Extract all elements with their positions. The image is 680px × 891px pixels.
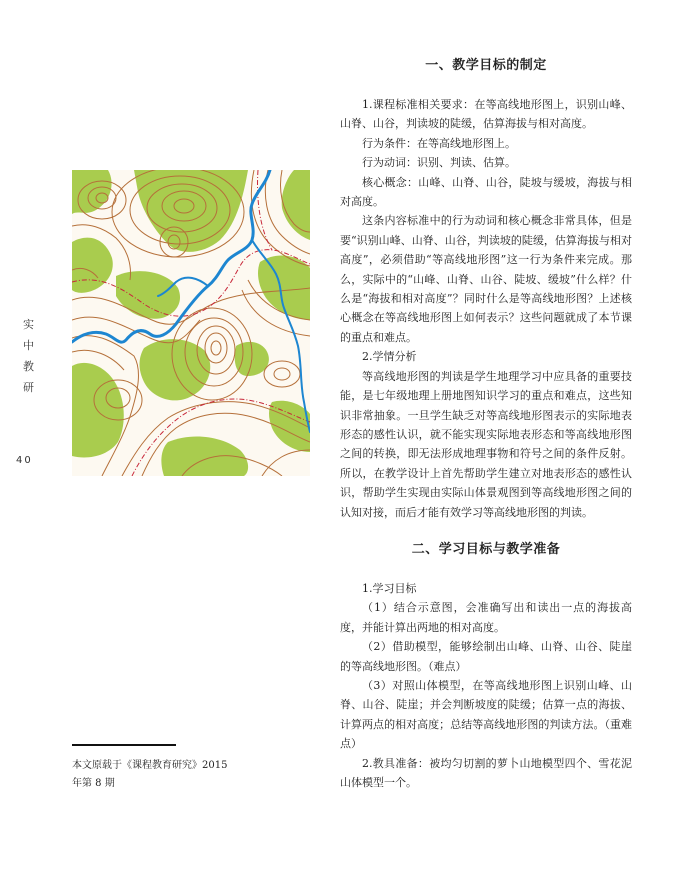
page-number: 40 xyxy=(16,455,33,466)
paragraph: 行为动词：识别、判读、估算。 xyxy=(362,156,516,170)
side-label-char: 教 xyxy=(23,360,35,373)
paragraph: 1.课程标准相关要求：在等高线地形图上，识别山峰、山脊、山谷，判读坡的陡缓，估算海拔与相对高度。 xyxy=(340,98,632,131)
article-column xyxy=(340,54,632,792)
topographic-map-illustration xyxy=(72,170,310,476)
footnote-line: 年第 8 期 xyxy=(72,778,115,789)
paragraph: （2）借助模型，能够绘制出山峰、山脊、山谷、陡崖的等高线地形图。（难点） xyxy=(340,640,632,673)
subheading: 2.学情分析 xyxy=(362,350,417,364)
subheading: 1.学习目标 xyxy=(362,581,417,595)
paragraph: 核心概念：山峰、山脊、山谷，陡坡与缓坡，海拔与相对高度。 xyxy=(340,175,632,209)
side-label-char: 实 xyxy=(23,318,35,331)
paragraph: （3）对照山体模型，在等高线地形图上识别山峰、山脊、山谷、陡崖；并会判断坡度的陡缓；估算一点的海拔、计算两点的相对高度；总结等高线地形图的判读方法。（重难点） xyxy=(340,678,632,751)
footnote-line: 本文原载于《课程教育研究》2015 xyxy=(72,760,228,771)
footnote-divider xyxy=(72,744,176,746)
paragraph: （1）结合示意图，会准确写出和读出一点的海拔高度，并能计算出两地的相对高度。 xyxy=(340,601,632,634)
side-label-char: 研 xyxy=(23,381,35,394)
side-label xyxy=(22,314,36,398)
side-label-char: 中 xyxy=(23,339,35,352)
section-heading-2: 二、学习目标与教学准备 xyxy=(411,541,561,557)
paragraph: 2.教具准备：被均匀切割的萝卜山地模型四个、雪花泥山体模型一个。 xyxy=(340,756,632,789)
paragraph: 等高线地形图的判读是学生地理学习中应具备的重要技能，是七年级地理上册地图知识学习的重点和难点，这些知识非常抽象。一旦学生缺乏对等高线地形图表示的实际地表形态的感性认识，就不能实现实际地表形态和等高线地形图之间的转换，即无法形成地理事物和符号之间的条件反射。所以，在教学设计上首先帮助学生建立对地表形态的感性认识，帮助学生实现由实际山体景观图到等高线地形图之间的认知对接，而后才能有效学习等高线地形图的判读。 xyxy=(340,369,632,519)
paragraph: 行为条件：在等高线地形图上。 xyxy=(362,136,516,150)
footnote xyxy=(72,757,272,793)
section-heading-1: 一、教学目标的制定 xyxy=(425,58,547,73)
paragraph: 这条内容标准中的行为动词和核心概念非常具体，但是要“识别山峰、山脊、山谷，判读坡的陡缓，估算海拔与相对高度”，必须借助“等高线地形图”这一行为条件来完成。那么，实际中的“山峰、山脊、山谷、陡坡、缓坡”什么样？什么是“海拔和相对高度”？同时什么是等高线地形图？上述核心概念在等高线地形图上如何表示？这些问题就成了本节课的重点和难点。 xyxy=(340,214,632,344)
